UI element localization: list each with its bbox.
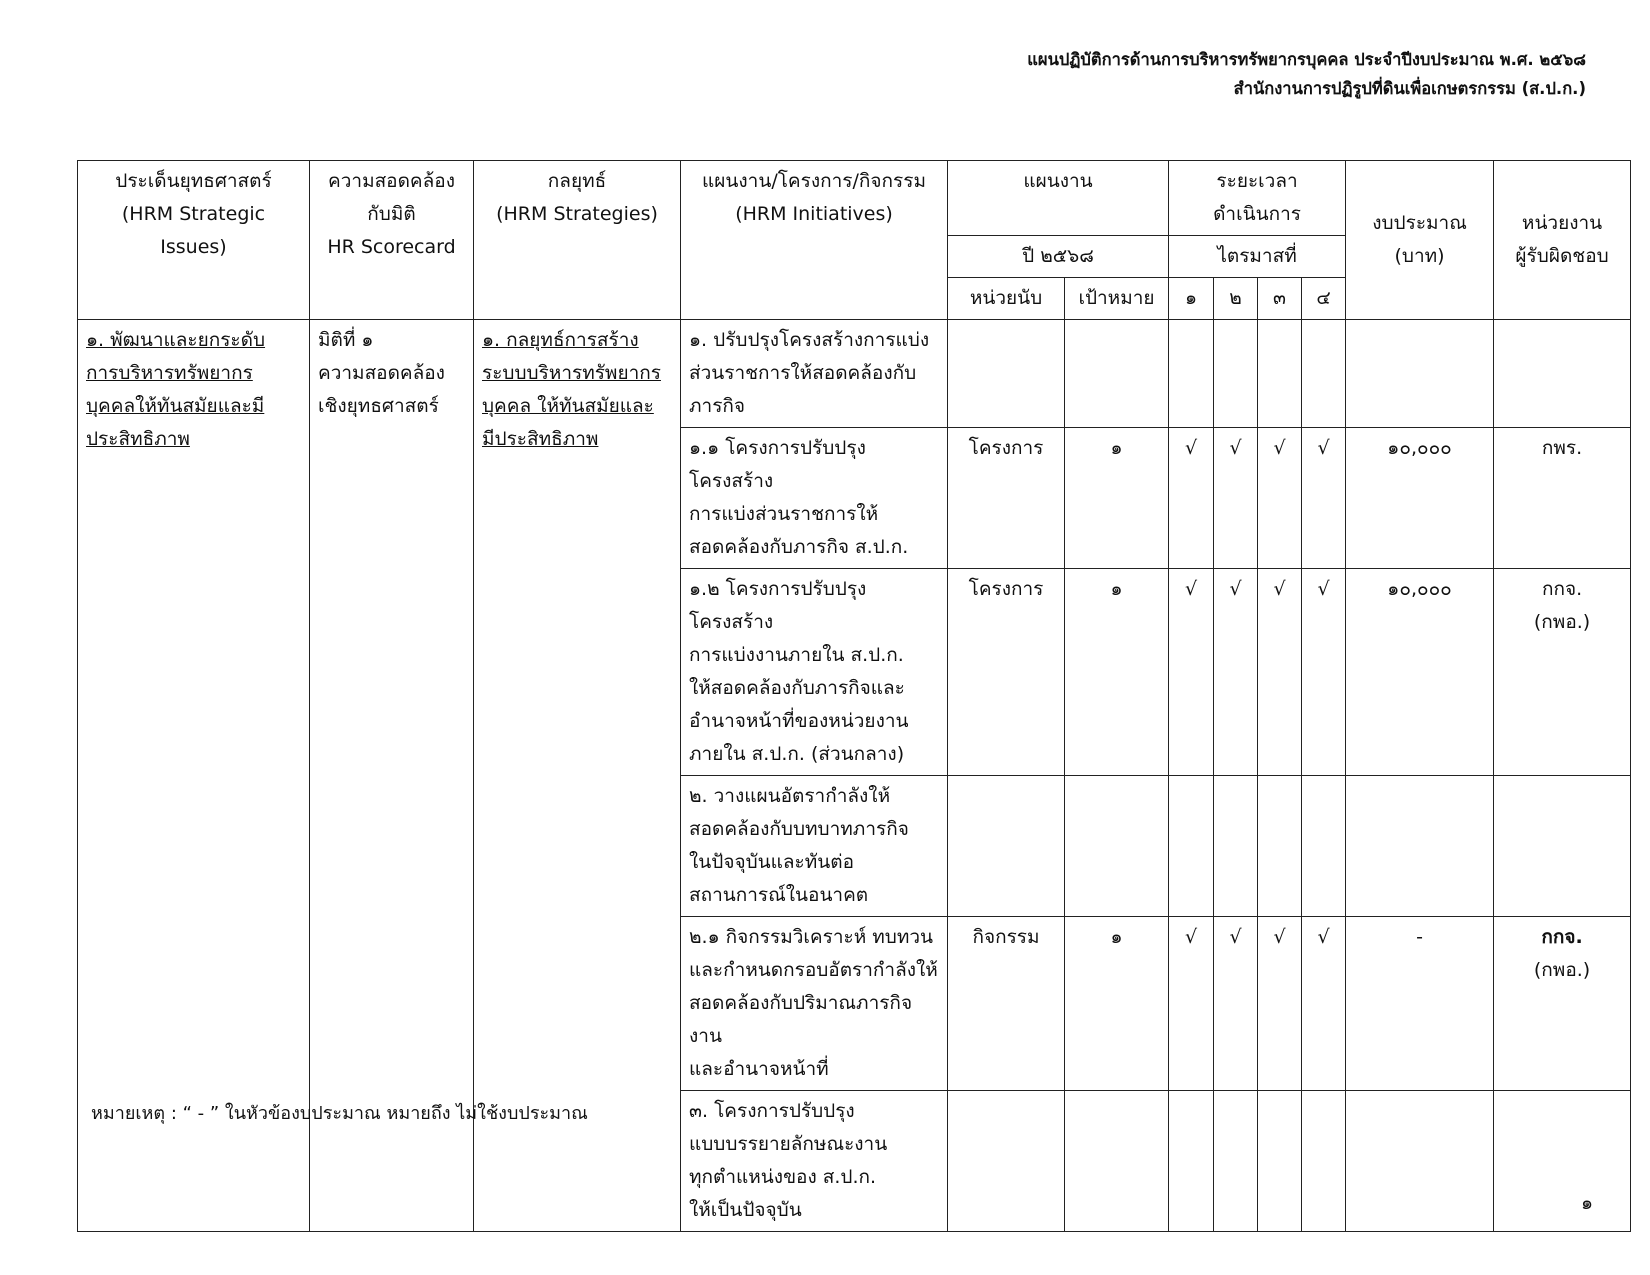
col-header-owner: หน่วยงาน ผู้รับผิดชอบ [1494, 161, 1631, 320]
target-cell: ๑ [1065, 917, 1169, 1091]
col-header-q4: ๔ [1302, 278, 1346, 320]
col-header-unit: หน่วยนับ [948, 278, 1065, 320]
col-header-budget: งบประมาณ (บาท) [1346, 161, 1494, 320]
col-header-period: ระยะเวลา ดำเนินการ [1169, 161, 1346, 236]
q2-check: √ [1214, 428, 1258, 569]
col-header-q1: ๑ [1169, 278, 1214, 320]
owner-cell: กพร. [1494, 428, 1631, 569]
col-header-issue: ประเด็นยุทธศาสตร์ (HRM Strategic Issues) [78, 161, 310, 320]
initiative-cell: ๒. วางแผนอัตรากำลังให้ สอดคล้องกับบทบาทภารกิจ ในปัจจุบันและทันต่อ สถานการณ์ในอนาคต [681, 776, 948, 917]
budget-cell: - [1346, 917, 1494, 1091]
q1-check: √ [1169, 428, 1214, 569]
q2-check: √ [1214, 917, 1258, 1091]
col-header-initiative: แผนงาน/โครงการ/กิจกรรม (HRM Initiatives) [681, 161, 948, 320]
owner-cell: กกจ. (กพอ.) [1494, 569, 1631, 776]
q4-check: √ [1302, 428, 1346, 569]
document-header-title: แผนปฏิบัติการด้านการบริหารทรัพยากรบุคคล ประจำปีงบประมาณ พ.ศ. ๒๕๖๘ [1027, 50, 1586, 69]
table-row [78, 320, 1631, 428]
target-cell: ๑ [1065, 428, 1169, 569]
q1-check: √ [1169, 917, 1214, 1091]
col-header-target: เป้าหมาย [1065, 278, 1169, 320]
q3-check: √ [1258, 569, 1302, 776]
q4-check: √ [1302, 569, 1346, 776]
footnote: หมายเหตุ : “ - ” ในหัวข้องบประมาณ หมายถึง ไม่ใช้งบประมาณ [91, 1103, 588, 1124]
q2-check: √ [1214, 569, 1258, 776]
col-header-plan-year: ปี ๒๕๖๘ [948, 236, 1169, 278]
hr-action-plan-table [77, 160, 1631, 1232]
initiative-cell: ๑.๑ โครงการปรับปรุงโครงสร้าง การแบ่งส่วนราชการให้ สอดคล้องกับภารกิจ ส.ป.ก. [681, 428, 948, 569]
page-number: ๑ [1581, 1192, 1594, 1214]
document-header-organization: สำนักงานการปฏิรูปที่ดินเพื่อเกษตรกรรม (ส.ป.ก.) [1233, 79, 1586, 98]
q3-check: √ [1258, 428, 1302, 569]
scorecard-cell: มิติที่ ๑ ความสอดคล้อง เชิงยุทธศาสตร์ [310, 320, 474, 1232]
unit-cell: กิจกรรม [948, 917, 1065, 1091]
budget-cell: ๑๐,๐๐๐ [1346, 428, 1494, 569]
initiative-cell: ๑. ปรับปรุงโครงสร้างการแบ่ง ส่วนราชการให้สอดคล้องกับ ภารกิจ [681, 320, 948, 428]
q1-check: √ [1169, 569, 1214, 776]
initiative-cell: ๒.๑ กิจกรรมวิเคราะห์ ทบทวน และกำหนดกรอบอัตรากำลังให้ สอดคล้องกับปริมาณภารกิจงาน และอำนาจหน้าที่ [681, 917, 948, 1091]
budget-cell: ๑๐,๐๐๐ [1346, 569, 1494, 776]
q4-check: √ [1302, 917, 1346, 1091]
target-cell: ๑ [1065, 569, 1169, 776]
col-header-q2: ๒ [1214, 278, 1258, 320]
initiative-cell: ๓. โครงการปรับปรุง แบบบรรยายลักษณะงาน ทุกตำแหน่งของ ส.ป.ก. ให้เป็นปัจจุบัน [681, 1091, 948, 1232]
col-header-quarter: ไตรมาสที่ [1169, 236, 1346, 278]
col-header-plan: แผนงาน [948, 161, 1169, 236]
strategic-issue-cell: ๑. พัฒนาและยกระดับ การบริหารทรัพยากร บุคคลให้ทันสมัยและมี ประสิทธิภาพ [78, 320, 310, 1232]
owner-cell: กกจ. (กพอ.) [1494, 917, 1631, 1091]
strategy-cell: ๑. กลยุทธ์การสร้าง ระบบบริหารทรัพยากร บุคคล ให้ทันสมัยและ มีประสิทธิภาพ [474, 320, 681, 1232]
unit-cell: โครงการ [948, 428, 1065, 569]
q3-check: √ [1258, 917, 1302, 1091]
col-header-strategy: กลยุทธ์ (HRM Strategies) [474, 161, 681, 320]
unit-cell: โครงการ [948, 569, 1065, 776]
col-header-q3: ๓ [1258, 278, 1302, 320]
initiative-cell: ๑.๒ โครงการปรับปรุงโครงสร้าง การแบ่งงานภายใน ส.ป.ก. ให้สอดคล้องกับภารกิจและ อำนาจหน้าที่ของหน่วยงาน ภายใน ส.ป.ก. (ส่วนกลาง) [681, 569, 948, 776]
col-header-scorecard: ความสอดคล้อง กับมิติ HR Scorecard [310, 161, 474, 320]
